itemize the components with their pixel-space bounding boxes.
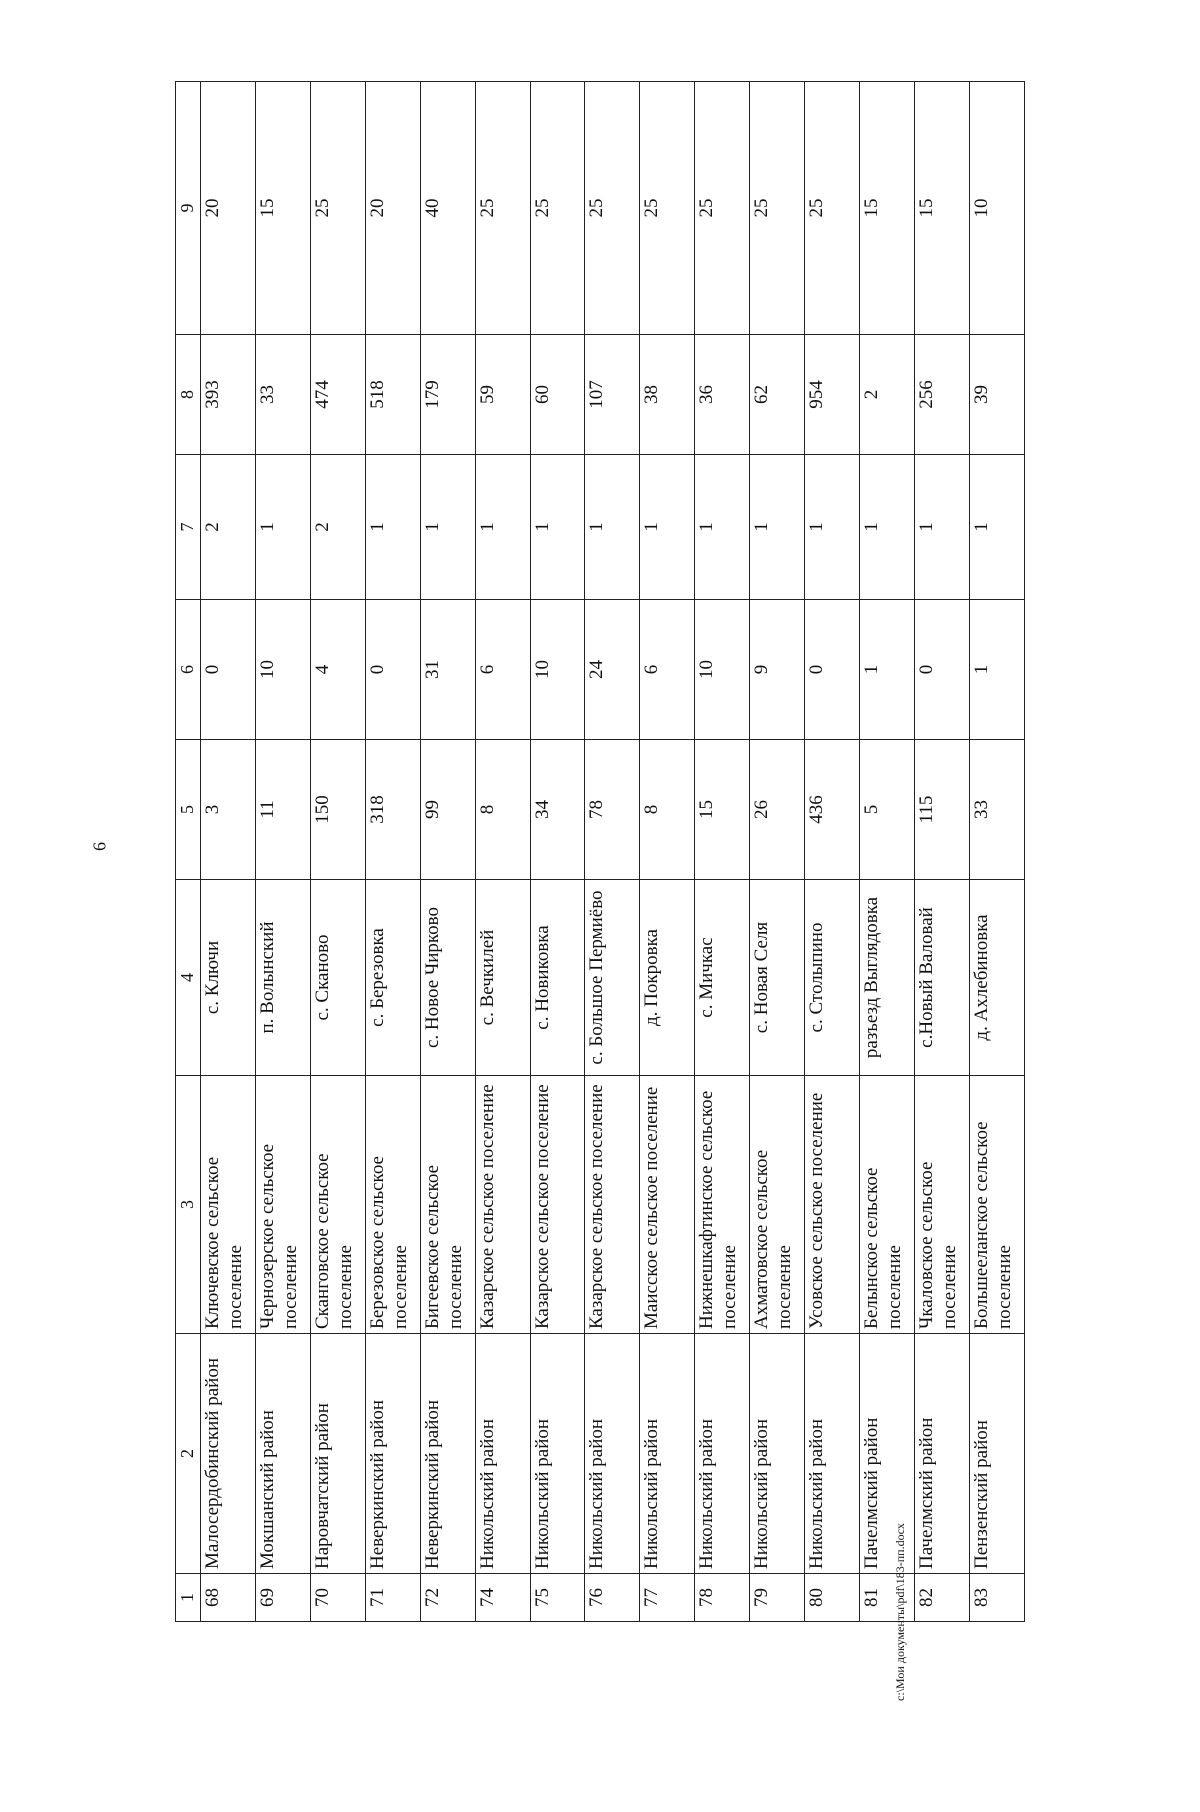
table-row [750, 82, 805, 1622]
table-cell: 25 [530, 82, 585, 335]
table-cell: 59 [475, 335, 530, 455]
table-cell: Никольский район [585, 1334, 640, 1574]
table-cell: 2 [201, 455, 256, 600]
table-cell: Пензенский район [969, 1334, 1024, 1574]
table-cell: 1 [915, 455, 970, 600]
table-cell: 1 [750, 455, 805, 600]
table-cell: Пачелмский район [860, 1334, 915, 1574]
table-cell: 74 [475, 1574, 530, 1622]
table-cell: 25 [310, 82, 365, 335]
table-cell: 5 [860, 740, 915, 880]
table-cell: 256 [915, 335, 970, 455]
table-cell: 33 [969, 740, 1024, 880]
table-cell: с.Новый Валовай [915, 880, 970, 1076]
table-cell: 15 [915, 82, 970, 335]
table-cell: с. Новая Селя [750, 880, 805, 1076]
table-cell: 1 [365, 455, 420, 600]
table-row [310, 82, 365, 1622]
table-cell: 82 [915, 1574, 970, 1622]
table-cell: 1 [475, 455, 530, 600]
table-cell: 1 [640, 455, 695, 600]
table-cell: 518 [365, 335, 420, 455]
table-cell: Казарское сельское поселение [475, 1076, 530, 1334]
column-header: 6 [176, 600, 201, 740]
table-cell: 4 [310, 600, 365, 740]
table-cell: 15 [255, 82, 310, 335]
table-cell: 1 [805, 455, 860, 600]
table-cell: 11 [255, 740, 310, 880]
table-cell: Бигеевское сельское поселение [420, 1076, 475, 1334]
table-row [201, 82, 256, 1622]
table-cell: 71 [365, 1574, 420, 1622]
table-cell: Казарское сельское поселение [585, 1076, 640, 1334]
table-cell: 36 [695, 335, 750, 455]
column-header: 8 [176, 335, 201, 455]
table-cell: 3 [201, 740, 256, 880]
table-cell: 62 [750, 335, 805, 455]
table-cell: Никольский район [695, 1334, 750, 1574]
table-cell: 474 [310, 335, 365, 455]
table-cell: Неверкинский район [420, 1334, 475, 1574]
table-cell: 6 [475, 600, 530, 740]
table-cell: 77 [640, 1574, 695, 1622]
table-cell: д. Покровка [640, 880, 695, 1076]
table-cell: с. Березовка [365, 880, 420, 1076]
column-header: 2 [176, 1334, 201, 1574]
table-cell: 24 [585, 600, 640, 740]
table-body [176, 82, 1025, 1622]
table-cell: 1 [860, 455, 915, 600]
table-cell: 80 [805, 1574, 860, 1622]
table-cell: 1 [420, 455, 475, 600]
column-header: 7 [176, 455, 201, 600]
table-cell: 25 [475, 82, 530, 335]
table-cell: 1 [695, 455, 750, 600]
table-cell: 83 [969, 1574, 1024, 1622]
table-cell: 1 [585, 455, 640, 600]
table-cell: 1 [530, 455, 585, 600]
table-cell: 436 [805, 740, 860, 880]
column-header: 3 [176, 1076, 201, 1334]
table-cell: Усовское сельское поселение [805, 1076, 860, 1334]
table-cell: с. Новое Чирково [420, 880, 475, 1076]
table-cell: Наровчатский район [310, 1334, 365, 1574]
table-row [365, 82, 420, 1622]
column-header: 5 [176, 740, 201, 880]
table-cell: 68 [201, 1574, 256, 1622]
table-cell: 8 [640, 740, 695, 880]
table-row [530, 82, 585, 1622]
table-cell: 78 [585, 740, 640, 880]
table-cell: 115 [915, 740, 970, 880]
table-cell: 25 [750, 82, 805, 335]
table-cell: 10 [530, 600, 585, 740]
table-cell: Сканговское сельское поселение [310, 1076, 365, 1334]
table-cell: 10 [969, 82, 1024, 335]
table-cell: 26 [750, 740, 805, 880]
table-cell: 25 [695, 82, 750, 335]
table-cell: Мокшанский район [255, 1334, 310, 1574]
table-cell: 1 [255, 455, 310, 600]
table-cell: 75 [530, 1574, 585, 1622]
table-cell: с. Ключи [201, 880, 256, 1076]
table-row [255, 82, 310, 1622]
table-cell: Малосердобинский район [201, 1334, 256, 1574]
table-cell: 1 [860, 600, 915, 740]
table-cell: 179 [420, 335, 475, 455]
table-cell: 76 [585, 1574, 640, 1622]
table-cell: 79 [750, 1574, 805, 1622]
data-table [175, 81, 1025, 1622]
table-cell: 1 [969, 455, 1024, 600]
table-cell: Никольский район [805, 1334, 860, 1574]
table-row [640, 82, 695, 1622]
table-cell: 40 [420, 82, 475, 335]
table-cell: с. Новиковка [530, 880, 585, 1076]
table-cell: Ключевское сельское поселение [201, 1076, 256, 1334]
table-cell: п. Волынский [255, 880, 310, 1076]
table-cell: Никольский район [475, 1334, 530, 1574]
table-cell: 39 [969, 335, 1024, 455]
table-row [420, 82, 475, 1622]
table-cell: Чернозерское сельское поселение [255, 1076, 310, 1334]
table-cell: 38 [640, 335, 695, 455]
table-row [915, 82, 970, 1622]
table-cell: Белынское сельское поселение [860, 1076, 915, 1334]
table-cell: 10 [255, 600, 310, 740]
table-cell: Березовское сельское поселение [365, 1076, 420, 1334]
page-number: 6 [89, 842, 110, 851]
table-cell: 81 [860, 1574, 915, 1622]
table-header-row [176, 82, 201, 1622]
table-cell: 9 [750, 600, 805, 740]
table-cell: 6 [640, 600, 695, 740]
table-cell: 107 [585, 335, 640, 455]
table-cell: 1 [969, 600, 1024, 740]
table-cell: Большееланское сельское поселение [969, 1076, 1024, 1334]
table-row [969, 82, 1024, 1622]
table-cell: Неверкинский район [365, 1334, 420, 1574]
table-cell: Чкаловское сельское поселение [915, 1076, 970, 1334]
table-row [585, 82, 640, 1622]
table-cell: 99 [420, 740, 475, 880]
table-cell: 318 [365, 740, 420, 880]
table-cell: 393 [201, 335, 256, 455]
table-cell: 70 [310, 1574, 365, 1622]
table-cell: 8 [475, 740, 530, 880]
table-cell: 2 [860, 335, 915, 455]
table-cell: Ахматовское сельское поселение [750, 1076, 805, 1334]
table-cell: 150 [310, 740, 365, 880]
table-cell: 25 [805, 82, 860, 335]
table-cell: 78 [695, 1574, 750, 1622]
table-cell: Нижнешкафтинское сельское поселение [695, 1076, 750, 1334]
table-cell: 0 [201, 600, 256, 740]
column-header: 1 [176, 1574, 201, 1622]
table-cell: 15 [695, 740, 750, 880]
table-cell: Никольский район [640, 1334, 695, 1574]
table-cell: 72 [420, 1574, 475, 1622]
table-cell: 25 [585, 82, 640, 335]
table-cell: с. Мичкас [695, 880, 750, 1076]
table-cell: 69 [255, 1574, 310, 1622]
table-row [695, 82, 750, 1622]
table-cell: Никольский район [750, 1334, 805, 1574]
table-row [860, 82, 915, 1622]
table-cell: 0 [915, 600, 970, 740]
table-cell: с. Столыпино [805, 880, 860, 1076]
table-cell: 20 [365, 82, 420, 335]
footer-file-path: c:\Мои документы\pdf\183-пп.docx [893, 1523, 907, 1701]
table-cell: Никольский район [530, 1334, 585, 1574]
table-row [805, 82, 860, 1622]
table-cell: 34 [530, 740, 585, 880]
table-cell: 2 [310, 455, 365, 600]
table-cell: разъезд Выглядовка [860, 880, 915, 1076]
column-header: 9 [176, 82, 201, 335]
table-cell: 0 [805, 600, 860, 740]
table-cell: д. Ахлебиновка [969, 880, 1024, 1076]
table-cell: 15 [860, 82, 915, 335]
table-cell: 20 [201, 82, 256, 335]
table-cell: Пачелмский район [915, 1334, 970, 1574]
table-cell: Казарское сельское поселение [530, 1076, 585, 1334]
table-cell: 31 [420, 600, 475, 740]
column-header: 4 [176, 880, 201, 1076]
table-cell: с. Вечкилей [475, 880, 530, 1076]
table-cell: Маисское сельское поселение [640, 1076, 695, 1334]
table-cell: 25 [640, 82, 695, 335]
table-cell: 33 [255, 335, 310, 455]
table-cell: с. Сканово [310, 880, 365, 1076]
table-cell: 60 [530, 335, 585, 455]
table-cell: 10 [695, 600, 750, 740]
table-row [475, 82, 530, 1622]
table-cell: с. Большое Пермиёво [585, 880, 640, 1076]
table-cell: 954 [805, 335, 860, 455]
table-cell: 0 [365, 600, 420, 740]
